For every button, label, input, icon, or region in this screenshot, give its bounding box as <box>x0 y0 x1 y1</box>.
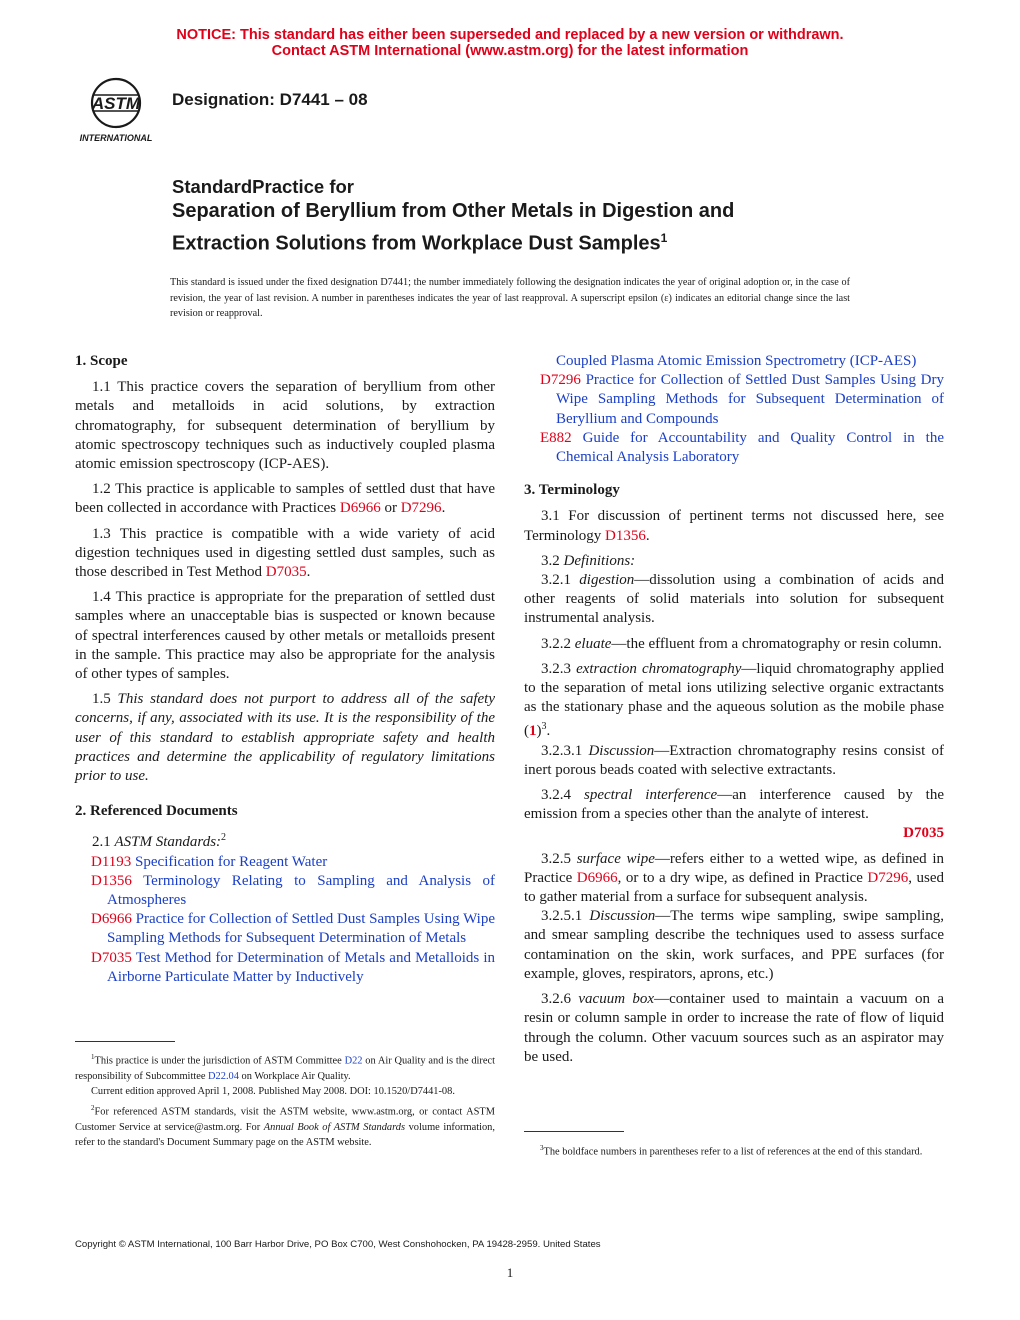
footnote-rule-right <box>524 1131 624 1132</box>
copyright: Copyright © ASTM International, 100 Barr Harbor Drive, PO Box C700, West Conshohocken, PA 19428-2959. United States <box>75 1239 601 1250</box>
footnote-1: $^1$This practice is under the jurisdiction of ASTM Committee D22 on Air Quality and is the direct responsibility of Subcommittee D22.04 on Workplace Air Quality. <box>75 1053 495 1082</box>
section-3-1: 3.1 For discussion of pertinent terms not discussed here, see Terminology D1356. <box>524 508 944 544</box>
footnote-2: $^2$For referenced ASTM standards, visit the ASTM website, www.astm.org, or contact ASTM Customer Service at service@astm.org. For Annual Book of ASTM Standards volume information, refer to the standard's Document Summary page on the ASTM website. <box>75 1104 495 1148</box>
ref-d1193[interactable]: D1193 Specification for Reagent Water <box>91 853 328 870</box>
left-column <box>75 352 495 987</box>
ref-d7035[interactable]: D7035 Test Method for Determination of Metals and Metalloids in Airborne Particulate Matter by Inductively <box>91 949 496 985</box>
link-d7296[interactable]: D7296 <box>400 500 442 517</box>
link-d7035[interactable]: D7035 <box>265 564 307 581</box>
page-number: 1 <box>506 1265 514 1280</box>
section-1-4: 1.4 This practice is appropriate for the preparation of settled dust samples where an unacceptable bias is suspected or known because of spectral interferences caused by other metals or metalloids present in the sample. This practice may also be appropriate for the analysis of other types of samples. <box>75 589 495 683</box>
left-footnotes <box>75 1050 495 1150</box>
right-column <box>524 352 944 1067</box>
astm-logo <box>70 73 162 145</box>
section-1-1: 1.1 This practice covers the separation of beryllium from other metals and metalloids in acid solutions, by extraction chromatography, for subsequent determination of beryllium by atomic spectroscopy techniques such as inductively coupled plasma atomic emission spectroscopy (ICP-AES). <box>75 379 495 473</box>
scope-heading: 1. Scope <box>75 353 128 369</box>
section-3-2: 3.2 Definitions: <box>541 552 636 569</box>
notice-line-1: NOTICE: This standard has either been superseded and replaced by a new version or withdrawn. <box>176 27 844 43</box>
logo-subtext: INTERNATIONAL <box>79 133 153 143</box>
title-line-2: Separation of Beryllium from Other Metals in Digestion and <box>172 200 735 222</box>
referenced-documents-heading: 2. Referenced Documents <box>75 803 238 820</box>
notice-line-2: Contact ASTM International (www.astm.org) for the latest information <box>271 43 749 59</box>
link-d7296-def[interactable]: D7296 <box>867 869 909 886</box>
designation: Designation: D7441 – 08 <box>172 90 368 109</box>
ref-e882[interactable]: E882 Guide for Accountability and Quality Control in the Chemical Analysis Laboratory <box>540 429 944 466</box>
issued-note: This standard is issued under the fixed designation D7441; the number immediately following the designation indicates the year of original adoption or, in the case of revision, the year of last revision. A number in parentheses indicates the year of last reapproval. A superscript epsilon (ε) indicates an editorial change since the last revision or reapproval. <box>170 277 850 319</box>
section-3-2-3-1: 3.2.3.1 Discussion—Extraction chromatography resins consist of inert porous beads coated with selective extractants. <box>524 742 945 778</box>
footnote-rule-left <box>75 1041 175 1042</box>
link-d1356[interactable]: D1356 <box>605 527 646 544</box>
title-line-1: StandardPractice for <box>172 176 354 197</box>
link-d6966-def[interactable]: D6966 <box>576 869 618 886</box>
link-d7035-source[interactable]: D7035 <box>903 825 944 842</box>
section-3-2-2: 3.2.2 eluate—the effluent from a chromatography or resin column. <box>541 635 942 652</box>
section-1-3: 1.3 This practice is compatible with a wide variety of acid digestion techniques used in digesting settled dust samples, such as those described in Test Method D7035. <box>75 525 495 581</box>
right-footnotes <box>524 1141 944 1160</box>
link-d6966[interactable]: D6966 <box>339 500 381 517</box>
title-block <box>172 176 932 258</box>
section-3-2-1: 3.2.1 digestion—dissolution using a combination of acids and other reagents of solid materials into solution for subsequent instrumental analysis. <box>524 572 945 627</box>
link-d22-04[interactable]: D22.04 <box>208 1070 239 1082</box>
section-3-2-6: 3.2.6 vacuum box—container used to maintain a vacuum on a resin or column sample in order to increase the rate of flow of liquid through the column. Other vacuum sources such as an aspirator may be used. <box>524 991 945 1065</box>
svg-text:ASTM: ASTM <box>91 94 141 113</box>
section-3-2-5: 3.2.5 surface wipe—refers either to a wetted wipe, as defined in Practice D6966, or to a dry wipe, as defined in Practice D7296, used to gather material from a surface for subsequent analysis. <box>524 850 945 906</box>
section-3-2-3: 3.2.3 extraction chromatography—liquid chromatography applied to the separation of metal ions utilizing selective organic extractants as the stationary phase and the aqueous solution as the mobile phase $(1)^3$. <box>524 660 945 740</box>
link-d22[interactable]: D22 <box>344 1055 363 1067</box>
footnote-3: $^3$The boldface numbers in parentheses refer to a list of references at the end of this standard. <box>540 1144 923 1158</box>
terminology-heading: 3. Terminology <box>524 482 620 499</box>
reference-1-link[interactable]: 1 <box>529 723 537 740</box>
ref-d6966[interactable]: D6966 Practice for Collection of Settled Dust Samples Using Wipe Sampling Methods for Subsequent Determination of Metals <box>91 911 496 947</box>
footnote-1-edition: Current edition approved April 1, 2008. Published May 2008. DOI: 10.1520/D7441-08. <box>91 1085 455 1097</box>
section-3-2-4-source <box>524 824 944 843</box>
section-3-2-5-1: 3.2.5.1 Discussion—The terms wipe sampling, swipe sampling, and smear sampling describe the techniques used to assess surface contamination on the skin, work surfaces, and PPE surfaces (for example, gloves, respirators, aprons, etc.) <box>524 908 945 982</box>
section-2-1: 2.1 ASTM Standards:$^2$ <box>92 832 227 851</box>
section-3-2-4: 3.2.4 spectral interference—an interference caused by the emission from a species other than the analyte of interest. <box>524 787 945 823</box>
section-1-5: 1.5 This standard does not purport to address all of the safety concerns, if any, associated with its use. It is the responsibility of the user of this standard to establish appropriate safety and health practices and determine the applicability of regulatory limitations prior to use. <box>75 691 496 785</box>
title-line-3: Extraction Solutions from Workplace Dust Samples$^1$ <box>172 231 668 255</box>
ref-d1356[interactable]: D1356 Terminology Relating to Sampling and Analysis of Atmospheres <box>91 872 496 909</box>
title-footnote-mark: 1 <box>660 231 668 245</box>
section-1-2: 1.2 This practice is applicable to samples of settled dust that have been collected in accordance with Practices D6966 or D7296. <box>75 481 495 517</box>
ref-d7035-continued[interactable]: Coupled Plasma Atomic Emission Spectrometry (ICP-AES) <box>556 353 917 369</box>
ref-d7296[interactable]: D7296 Practice for Collection of Settled Dust Samples Using Dry Wipe Sampling Methods for Subsequent Determination of Beryllium and Compounds <box>540 372 945 427</box>
